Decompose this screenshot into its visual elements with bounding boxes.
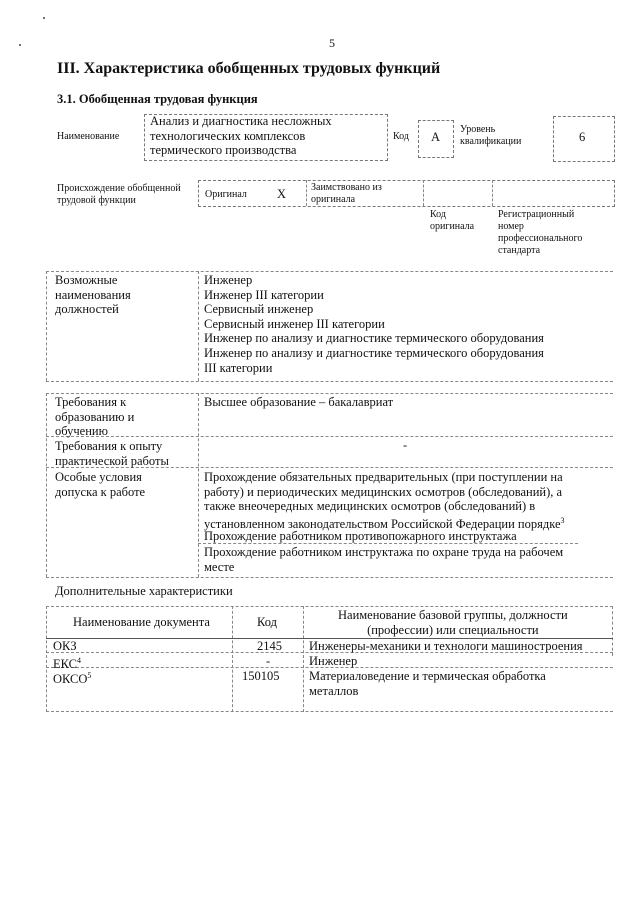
subsection-title: 3.1. Обобщенная трудовая функция [57,92,258,106]
code-original-label: Код оригинала [430,209,475,232]
footnote-3: 3 [560,515,565,525]
col-name-header: Наименование базовой группы, должности (профессии) или специальности [338,608,568,637]
requirements-bottom-border [46,577,613,578]
requirements-left-border [46,393,47,577]
col-code-header: Код [257,615,277,629]
code-okso: 150105 [242,669,280,683]
origin-table [198,180,615,207]
additional-right-border [612,606,613,656]
additional-top-border [46,606,613,607]
positions-top-border [46,271,613,272]
additional-divider [232,606,233,712]
page-number: 5 [329,36,335,50]
additional-divider [303,606,304,712]
education-value: Высшее образование – бакалавриат [204,395,394,409]
special-conditions-label: Особые условия допуска к работе [55,470,146,499]
position-item: Сервисный инженер [204,302,314,317]
experience-value: - [403,438,408,452]
doc-eks: ЕКС$^4$ [53,656,81,672]
level-value: 6 [579,130,586,144]
doc-okso: ОКСО$^5$ [53,671,92,687]
level-label: Уровень квалификации [460,124,522,147]
experience-label: Требования к опыту практической работы [55,439,169,468]
code-eks: - [266,654,271,668]
doc-okz: ОКЗ [53,639,77,653]
original-label: Оригинал [205,189,247,200]
origin-label: Происхождение обобщенной трудовой функции [57,183,181,206]
name-okso: Материаловедение и термическая обработка металлов [309,669,546,698]
position-item: Инженер по анализу и диагностике термического оборудования [204,331,544,346]
fire-briefing: Прохождение работником противопожарного инструктажа [204,529,517,543]
positions-bottom-border [46,381,613,382]
scan-dot [19,44,21,46]
origin-divider [492,180,493,206]
origin-divider [423,180,424,206]
origin-divider [306,180,307,206]
position-item: Инженер [204,273,253,287]
position-item: Инженер по анализу и диагностике термического оборудования [204,345,544,360]
requirements-top-border [46,393,613,394]
positions-left-border [46,271,47,381]
section-title: III. Характеристика обобщенных трудовых функций [57,60,441,77]
education-label: Требования к образованию и обучению [55,395,135,439]
additional-left-border [46,606,47,712]
positions-divider [198,271,199,381]
additional-bottom-border [46,711,613,712]
code-value: A [431,130,441,144]
name-eks: Инженер [309,654,358,668]
name-value: Анализ и диагностика несложных технологических комплексов термического производства [150,114,332,158]
positions-label: Возможные наименования должностей [55,273,131,317]
position-item: III категории [204,360,273,375]
position-item: Инженер III категории [204,287,324,302]
position-item: Сервисный инженер III категории [204,316,385,331]
borrowed-label: Заимствовано из оригинала [311,182,382,205]
safety-briefing: Прохождение работником инструктажа по охране труда на рабочем месте [204,545,564,574]
positions-list [204,273,544,375]
scan-dot [43,17,45,19]
original-mark: X [277,187,287,201]
col-doc-header: Наименование документа [73,615,210,629]
code-label: Код [393,131,409,142]
requirements-divider [198,393,199,577]
name-okz: Инженеры-механики и технологи машиностроения [309,639,583,653]
additional-title: Дополнительные характеристики [55,584,233,598]
reg-number-label: Регистрационный номер профессионального стандарта [498,209,583,256]
name-label: Наименование [57,131,120,142]
special-conditions-value: Прохождение обязательных предварительных (при поступлении на работу) и периодических медицинских осмотров (обследований), а также внеочередных медицинских осмотров (обследований) в установленном законодательством Российской Федерации порядке$^3$ [204,470,565,531]
code-okz: 2145 [257,639,282,653]
